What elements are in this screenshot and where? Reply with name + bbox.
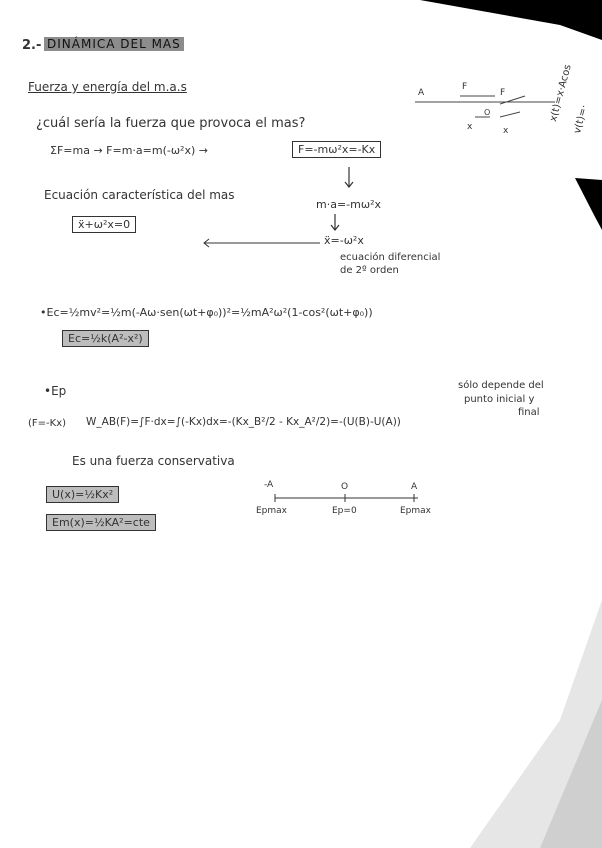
deriv-note1: ecuación diferencial <box>340 252 441 263</box>
diagram-f2: F <box>500 88 506 98</box>
diagram-x2: x <box>503 126 509 136</box>
diagram-o: O <box>484 108 491 117</box>
ep-label: •Ep <box>44 384 67 398</box>
diagram-f1: F <box>462 82 468 92</box>
force-eq: ΣF=ma → F=m·a=m(-ω²x) → <box>50 144 208 157</box>
char-eq-boxed: ẍ+ω²x=0 <box>72 216 136 233</box>
margin-eq-1: x(t)=x·Acos <box>548 63 574 123</box>
axis-neg: -A <box>264 480 274 490</box>
ep-note3: final <box>518 407 540 418</box>
ec-eq: •Ec=½mv²=½m(-Aω·sen(ωt+φ₀))²=½mA²ω²(1-cos²(ωt+φ₀)) <box>40 306 373 319</box>
ep-boxed-em: Em(x)=½KA²=cte <box>46 514 156 531</box>
axis-pos: A <box>411 482 418 492</box>
char-eq-label: Ecuación característica del mas <box>44 188 235 202</box>
axis-lab-pos: Epmax <box>400 506 432 516</box>
arrow-left <box>202 238 322 248</box>
deriv-line1: m·a=-mω²x <box>316 198 381 211</box>
ep-prefix: (F=-Kx) <box>28 418 67 429</box>
section-number: 2.- <box>22 38 42 53</box>
question: ¿cuál sería la fuerza que provoca el mas? <box>36 116 306 131</box>
subtitle: Fuerza y energía del m.a.s <box>28 80 187 94</box>
deriv-line2: ẍ=-ω²x <box>324 234 364 247</box>
force-eq-boxed: F=-mω²x=-Kx <box>292 141 381 158</box>
ep-note2: punto inicial y <box>464 394 535 405</box>
deriv-note2: de 2º orden <box>340 265 399 276</box>
ep-work: W_AB(F)=∫F·dx=∫(-Kx)dx=-(Kx_B²/2 - Kx_A²/2)=-(U(B)-U(A)) <box>86 416 401 428</box>
axis-lab-neg: Epmax <box>256 506 288 516</box>
arrow-down-2 <box>330 214 340 232</box>
arrow-down-1 <box>344 167 354 189</box>
diagram-x1: x <box>467 122 473 132</box>
margin-eq-2: v(t)=· <box>572 103 591 135</box>
section-title: DINÁMICA DEL MAS <box>44 37 184 51</box>
axis-lab-zero: Ep=0 <box>332 506 357 516</box>
ec-boxed: Ec=½k(A²-x²) <box>62 330 149 347</box>
axis-zero: O <box>341 482 349 492</box>
diagram-a: A <box>418 88 425 98</box>
ep-conservative: Es una fuerza conservativa <box>72 454 235 468</box>
ep-boxed-u: U(x)=½Kx² <box>46 486 119 503</box>
ep-note1: sólo depende del <box>458 380 544 391</box>
